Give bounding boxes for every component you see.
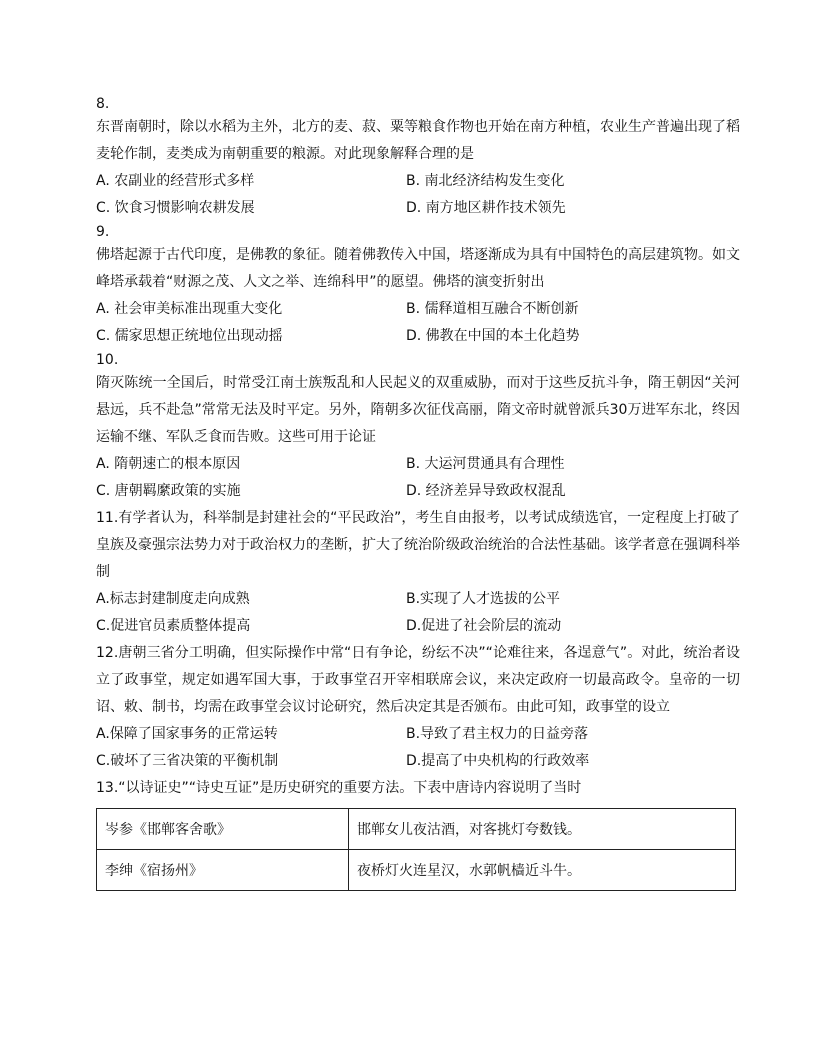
question-stem: 13.“以诗证史”“诗史互证”是历史研究的重要方法。下表中唐诗内容说明了当时 [96,780,582,796]
option-d: D.促进了社会阶层的流动 [406,618,562,634]
option-c: C. 儒家思想正统地位出现动摇 [96,328,283,344]
option-b: B.导致了君主权力的日益旁落 [406,726,589,742]
question-stem: 12.唐朝三省分工明确，但实际操作中常“日有争论，纷纭不决”“论难往来，各逞意气”。对此，统治者设立了政事堂，规定如遇军国大事，于政事堂召开宰相联席会议，来决定政府一切最高政令。皇帝的一切诏、敕、制书，均需在政事堂会议讨论研究，然后决定其是否颁布。由此可知，政事堂的设立 [96,645,740,715]
question-stem: 东晋南朝时，除以水稻为主外，北方的麦、菽、粟等粮食作物也开始在南方种植，农业生产普遍出现了稻麦轮作制，麦类成为南朝重要的粮源。对此现象解释合理的是 [96,119,740,162]
option-list [96,451,740,505]
question-9 [96,222,740,350]
question-stem: 佛塔起源于古代印度，是佛教的象征。随着佛教传入中国，塔逐渐成为具有中国特色的高层建筑物。如文峰塔承载着“财源之茂、人文之举、连绵科甲”的愿望。佛塔的演变折射出 [96,247,740,290]
option-a: A.保障了国家事务的正常运转 [96,726,278,742]
poem-title-cell: 岑参《邯郸客舍歌》 [97,809,349,850]
option-c: C. 饮食习惯影响农耕发展 [96,200,255,216]
option-b: B. 大运河贯通具有合理性 [406,456,565,472]
option-b: B. 儒释道相互融合不断创新 [406,301,579,317]
question-11 [96,505,740,640]
poem-line-cell: 邯郸女儿夜沽酒，对客挑灯夸数钱。 [349,809,736,850]
question-10 [96,350,740,505]
option-a: A. 农副业的经营形式多样 [96,173,255,189]
table-row [97,809,736,850]
option-a: A. 隋朝速亡的根本原因 [96,456,241,472]
option-b: B. 南北经济结构发生变化 [406,173,565,189]
poem-line-cell: 夜桥灯火连星汉，水郭帆樯近斗牛。 [349,850,736,891]
option-d: D.提高了中央机构的行政效率 [406,753,590,769]
question-number: 10. [96,352,119,368]
option-d: D. 南方地区耕作技术领先 [406,200,566,216]
option-c: C.促进官员素质整体提高 [96,618,251,634]
option-a: A.标志封建制度走向成熟 [96,591,250,607]
option-c: C. 唐朝羁縻政策的实施 [96,483,241,499]
option-list [96,586,740,640]
option-list [96,721,740,775]
poem-title-cell: 李绅《宿扬州》 [97,850,349,891]
option-c: C.破坏了三省决策的平衡机制 [96,753,279,769]
question-12 [96,640,740,775]
option-list [96,296,740,350]
option-d: D. 佛教在中国的本土化趋势 [406,328,580,344]
exam-page [96,94,740,891]
question-number: 8. [96,96,110,112]
option-list [96,168,740,222]
question-13 [96,775,740,891]
question-number: 9. [96,224,110,240]
question-stem: 隋灭陈统一全国后，时常受江南士族叛乱和人民起义的双重威胁，而对于这些反抗斗争，隋王朝因“关河悬远，兵不赴急”常常无法及时平定。另外，隋朝多次征伐高丽，隋文帝时就曾派兵30万进军东北，终因运输不继、军队乏食而告败。这些可用于论证 [96,375,740,445]
option-b: B.实现了人才选拔的公平 [406,591,561,607]
table-row [97,850,736,891]
option-a: A. 社会审美标准出现重大变化 [96,301,283,317]
question-stem: 11.有学者认为，科举制是封建社会的“平民政治”，考生自由报考，以考试成绩选官，一定程度上打破了皇族及豪强宗法势力对于政治权力的垄断，扩大了统治阶级政治统治的合法性基础。该学者意在强调科举制 [96,510,740,580]
option-d: D. 经济差异导致政权混乱 [406,483,566,499]
poem-table [96,808,736,891]
question-8 [96,94,740,222]
